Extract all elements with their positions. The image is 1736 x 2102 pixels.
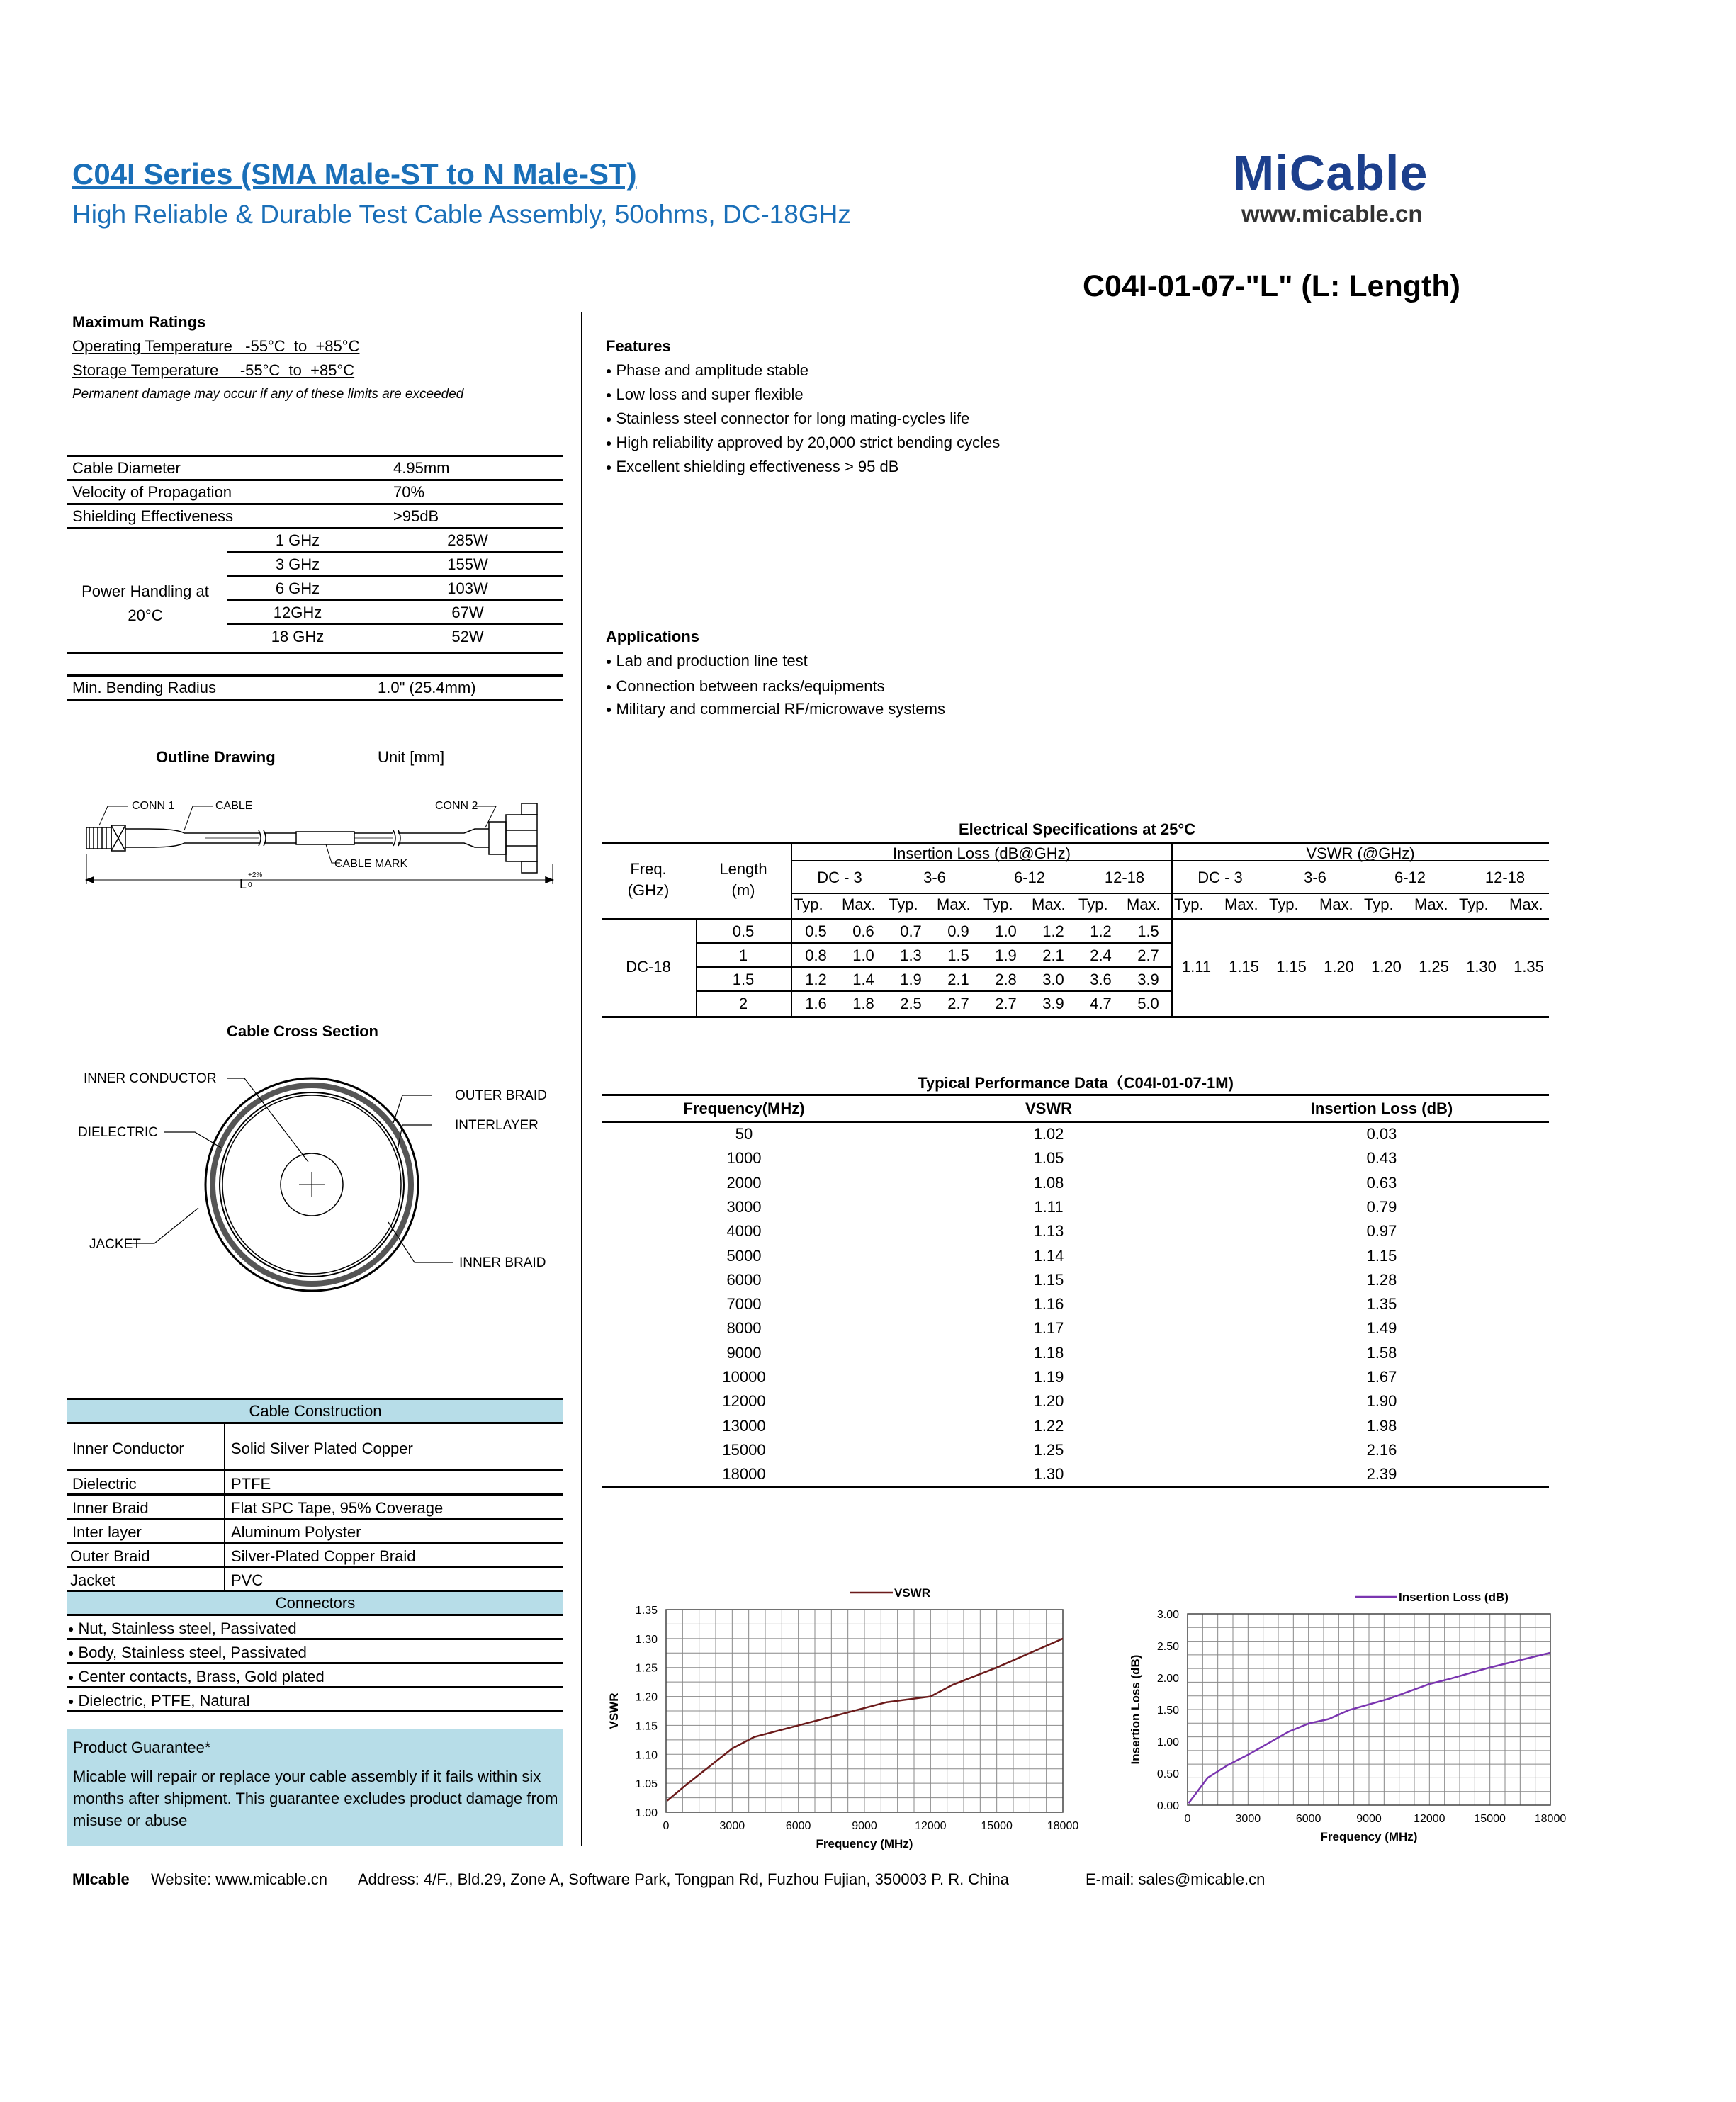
footer-website: Website: www.micable.cn: [151, 1870, 328, 1888]
cross-section-title: Cable Cross Section: [227, 1022, 378, 1040]
y-tick-label: 1.50: [1156, 1705, 1179, 1717]
x-tick-label: 18000: [1047, 1820, 1079, 1832]
y-tick-label: 1.10: [635, 1749, 658, 1762]
connector-item: ● Dielectric, PTFE, Natural: [68, 1692, 250, 1710]
elec-vswr-head: VSWR (@GHz): [1306, 844, 1415, 862]
perf-il: 1.49: [1366, 1319, 1397, 1338]
typ-label: Typ.: [983, 895, 1013, 913]
construction-row-label: Inner Conductor: [72, 1440, 184, 1457]
cable-label: CABLE: [215, 800, 253, 812]
power-val-1: 285W: [447, 531, 488, 549]
il-value: 0.7: [900, 922, 922, 940]
il-value: 1.9: [900, 971, 922, 988]
length-tol-lower: 0: [248, 881, 252, 889]
il-band: 6-12: [1013, 869, 1046, 886]
x-tick-label: 15000: [1474, 1813, 1506, 1825]
max-label: Max.: [1224, 895, 1258, 913]
vswr-value: 1.15: [1276, 958, 1307, 976]
il-value: 2.7: [947, 995, 969, 1012]
dielectric-label: DIELECTRIC: [78, 1125, 158, 1140]
construction-row-value: Aluminum Polyster: [231, 1523, 361, 1541]
il-value: 1.5: [1137, 922, 1159, 940]
max-label: Max.: [1319, 895, 1353, 913]
il-value: 0.6: [852, 922, 874, 940]
power-val-5: 52W: [451, 628, 484, 645]
il-value: 1.3: [900, 947, 922, 964]
il-value: 4.7: [1090, 995, 1112, 1012]
elec-il-head: Insertion Loss (dB@GHz): [893, 844, 1071, 862]
cable-diameter-value: 4.95mm: [393, 459, 450, 477]
perf-il: 0.43: [1366, 1149, 1397, 1168]
perf-vswr: 1.05: [1033, 1149, 1064, 1168]
x-tick-label: 12000: [915, 1820, 947, 1832]
vswr-band: 3-6: [1304, 869, 1326, 886]
y-axis-label: Insertion Loss (dB): [1129, 1654, 1142, 1765]
length-label: L: [239, 877, 247, 891]
il-value: 1.0: [995, 922, 1017, 940]
x-tick-label: 3000: [719, 1820, 745, 1832]
construction-row-value: Silver-Plated Copper Braid: [231, 1547, 416, 1565]
conn2-label: CONN 2: [435, 800, 478, 812]
il-value: 3.0: [1042, 971, 1064, 988]
il-value: 2.1: [1042, 947, 1064, 964]
il-band: 12-18: [1104, 869, 1145, 886]
vswr-band: DC - 3: [1197, 869, 1243, 886]
il-value: 2.8: [995, 971, 1017, 988]
shield-value: >95dB: [393, 507, 439, 525]
elec-freq-value: DC-18: [626, 958, 671, 976]
feature-item: ● Excellent shielding effectiveness > 95 dB: [606, 458, 898, 476]
elec-length-head: [697, 859, 789, 901]
page-title: C04I Series (SMA Male-ST to N Male-ST): [72, 157, 637, 191]
max-label: Max.: [937, 895, 971, 913]
perf-vswr: 1.30: [1033, 1465, 1064, 1484]
vswr-band: 12-18: [1484, 869, 1526, 886]
connector-item: ● Center contacts, Brass, Gold plated: [68, 1668, 325, 1686]
column-divider: [581, 312, 582, 1846]
length-tol-upper: +2%: [248, 871, 263, 879]
applications-title: Applications: [606, 628, 700, 645]
footer-email: E-mail: sales@micable.cn: [1086, 1870, 1266, 1888]
features-title: Features: [606, 337, 671, 355]
vswr-value: 1.20: [1324, 958, 1354, 976]
il-band: 3-6: [923, 869, 946, 886]
x-tick-label: 6000: [785, 1820, 811, 1832]
outline-unit: Unit [mm]: [378, 748, 445, 766]
vswr-value: 1.20: [1371, 958, 1402, 976]
vswr-chart: [609, 1566, 1091, 1849]
x-tick-label: 3000: [1235, 1813, 1261, 1825]
elec-length-value: 1.5: [732, 971, 755, 988]
vop-value: 70%: [393, 483, 425, 501]
perf-freq: 4000: [726, 1222, 762, 1241]
il-value: 1.8: [852, 995, 874, 1012]
connector-item: ● Body, Stainless steel, Passivated: [68, 1644, 307, 1662]
il-value: 2.7: [995, 995, 1017, 1012]
perf-freq: 9000: [726, 1343, 762, 1362]
max-label: Max.: [1032, 895, 1066, 913]
bend-label: Min. Bending Radius: [72, 679, 217, 696]
typ-label: Typ.: [1364, 895, 1394, 913]
vswr-value: 1.30: [1466, 958, 1497, 976]
typ-label: Typ.: [889, 895, 918, 913]
il-value: 1.9: [995, 947, 1017, 964]
il-value: 2.7: [1137, 947, 1159, 964]
connectors-title: Connectors: [275, 1594, 356, 1612]
y-tick-label: 1.00: [1156, 1736, 1179, 1748]
perf-il: 1.90: [1366, 1392, 1397, 1411]
construction-row-label: Dielectric: [72, 1475, 137, 1493]
connector-item: ● Nut, Stainless steel, Passivated: [68, 1620, 297, 1638]
perf-il: 0.97: [1366, 1222, 1397, 1241]
application-item: ● Military and commercial RF/microwave systems: [606, 700, 945, 718]
perf-vswr: 1.19: [1033, 1368, 1064, 1386]
elec-length-value: 0.5: [732, 922, 755, 940]
y-tick-label: 0.00: [1156, 1800, 1179, 1812]
perf-il: 0.79: [1366, 1197, 1397, 1216]
feature-item: ● Stainless steel connector for long mating-cycles life: [606, 409, 969, 428]
max-label: Max.: [1414, 895, 1448, 913]
bend-value: 1.0" (25.4mm): [378, 679, 476, 696]
typ-label: Typ.: [1174, 895, 1204, 913]
perf-freq: 1000: [726, 1149, 762, 1168]
il-value: 2.5: [900, 995, 922, 1012]
perf-title: Typical Performance Data（C04I-01-07-1M): [918, 1074, 1234, 1092]
x-tick-label: 9000: [1356, 1813, 1382, 1825]
perf-freq: 15000: [722, 1440, 766, 1459]
power-val-2: 155W: [447, 555, 488, 573]
typ-label: Typ.: [1269, 895, 1299, 913]
il-value: 1.4: [852, 971, 874, 988]
perf-freq: 13000: [722, 1416, 766, 1435]
x-tick-label: 0: [1184, 1813, 1191, 1825]
perf-il: 1.58: [1366, 1343, 1397, 1362]
perf-freq: 8000: [726, 1319, 762, 1338]
power-freq-4: 12GHz: [273, 604, 322, 621]
perf-freq: 5000: [726, 1246, 762, 1265]
storage-temp: Storage Temperature -55°C to +85°C: [72, 361, 355, 379]
guarantee-box: [67, 1729, 563, 1846]
cable-mark-label: CABLE MARK: [334, 858, 408, 870]
construction-row-value: Flat SPC Tape, 95% Coverage: [231, 1499, 444, 1517]
elec-length-value: 1: [738, 947, 748, 964]
elec-length-value: 2: [738, 995, 748, 1012]
feature-item: ● High reliability approved by 20,000 strict bending cycles: [606, 434, 1000, 452]
elec-freq-head: [602, 859, 694, 901]
jacket-label: JACKET: [89, 1237, 141, 1252]
power-val-3: 103W: [447, 580, 488, 597]
perf-vswr: 1.14: [1033, 1246, 1064, 1265]
vswr-value: 1.11: [1181, 958, 1212, 976]
perf-il: 2.39: [1366, 1465, 1397, 1484]
inner-braid-label: INNER BRAID: [459, 1255, 546, 1270]
perf-vswr: 1.18: [1033, 1343, 1064, 1362]
application-item: ● Connection between racks/equipments: [606, 677, 885, 696]
perf-freq: 7000: [726, 1295, 762, 1313]
y-tick-label: 1.25: [635, 1662, 658, 1675]
perf-il: 0.63: [1366, 1173, 1397, 1192]
power-freq-5: 18 GHz: [271, 628, 325, 645]
y-tick-label: 2.00: [1156, 1673, 1179, 1685]
cable-diameter-label: Cable Diameter: [72, 459, 181, 477]
guarantee-text: Micable will repair or replace your cable assembly if it fails within six months after shipment. This guarantee excludes product damage from misuse or abuse: [73, 1768, 558, 1829]
perf-il: 2.16: [1366, 1440, 1397, 1459]
perf-il: 0.03: [1366, 1125, 1397, 1143]
construction-row-label: Inner Braid: [72, 1499, 149, 1517]
legend-label: VSWR: [894, 1586, 930, 1600]
perf-vswr: 1.02: [1033, 1125, 1064, 1143]
logo-url: www.micable.cn: [1241, 200, 1423, 227]
elec-length-head-2: (m): [731, 881, 755, 899]
ratings-note: Permanent damage may occur if any of these limits are exceeded: [72, 387, 464, 402]
x-tick-label: 6000: [1295, 1813, 1321, 1825]
il-value: 2.4: [1090, 947, 1112, 964]
construction-row-value: Solid Silver Plated Copper: [231, 1440, 413, 1457]
perf-vswr: 1.17: [1033, 1319, 1064, 1338]
page-subtitle: High Reliable & Durable Test Cable Assembly, 50ohms, DC-18GHz: [72, 200, 851, 229]
perf-il: 1.67: [1366, 1368, 1397, 1386]
power-freq-1: 1 GHz: [275, 531, 320, 549]
perf-il: 1.35: [1366, 1295, 1397, 1313]
il-value: 3.9: [1042, 995, 1064, 1012]
il-value: 0.5: [805, 922, 827, 940]
x-axis-label: Frequency (MHz): [1320, 1830, 1418, 1843]
interlayer-label: INTERLAYER: [455, 1118, 539, 1133]
y-tick-label: 3.00: [1156, 1609, 1179, 1621]
footer-address: Address: 4/F., Bld.29, Zone A, Software Park, Tongpan Rd, Fuzhou Fujian, 350003 P. R. China: [358, 1870, 1009, 1888]
perf-freq: 12000: [722, 1392, 766, 1411]
construction-title: Cable Construction: [249, 1402, 382, 1420]
il-value: 2.1: [947, 971, 969, 988]
il-value: 0.9: [947, 922, 969, 940]
y-tick-label: 0.50: [1156, 1768, 1179, 1780]
elec-length-head-1: Length: [719, 860, 767, 878]
power-freq-2: 3 GHz: [275, 555, 320, 573]
elec-freq-head-1: Freq.: [630, 860, 667, 878]
il-value: 1.6: [805, 995, 827, 1012]
il-value: 1.2: [1090, 922, 1112, 940]
application-item: ● Lab and production line test: [606, 652, 808, 670]
logo: [1233, 145, 1467, 237]
outline-title: Outline Drawing: [156, 748, 276, 766]
perf-col-freq: Frequency(MHz): [683, 1100, 805, 1117]
vswr-value: 1.15: [1229, 958, 1259, 976]
perf-freq: 50: [735, 1125, 753, 1143]
perf-col-il: Insertion Loss (dB): [1310, 1100, 1453, 1117]
il-value: 1.2: [805, 971, 827, 988]
inner-conductor-label: INNER CONDUCTOR: [84, 1071, 217, 1086]
logo-text: MiCable: [1233, 145, 1428, 200]
perf-vswr: 1.13: [1033, 1222, 1064, 1241]
il-band: DC - 3: [817, 869, 862, 886]
typ-label: Typ.: [1078, 895, 1108, 913]
typ-label: Typ.: [794, 895, 823, 913]
y-tick-label: 1.35: [635, 1605, 658, 1617]
construction-row-label: Inter layer: [72, 1523, 142, 1541]
vswr-value: 1.25: [1419, 958, 1449, 976]
guarantee-title: Product Guarantee*: [73, 1739, 211, 1756]
perf-freq: 10000: [722, 1368, 766, 1386]
series-line: [667, 1639, 1063, 1801]
construction-row-label: Outer Braid: [70, 1547, 150, 1565]
y-axis-label: VSWR: [607, 1693, 621, 1729]
perf-freq: 3000: [726, 1197, 762, 1216]
perf-col-vswr: VSWR: [1025, 1100, 1072, 1117]
x-axis-label: Frequency (MHz): [816, 1837, 913, 1850]
conn1-label: CONN 1: [132, 800, 175, 812]
typ-label: Typ.: [1459, 895, 1489, 913]
perf-il: 1.15: [1366, 1246, 1397, 1265]
max-ratings-title: Maximum Ratings: [72, 313, 206, 331]
max-label: Max.: [842, 895, 876, 913]
il-value: 3.9: [1137, 971, 1159, 988]
y-tick-label: 1.15: [635, 1720, 658, 1733]
perf-vswr: 1.25: [1033, 1440, 1064, 1459]
il-value: 1.2: [1042, 922, 1064, 940]
perf-vswr: 1.22: [1033, 1416, 1064, 1435]
il-value: 1.0: [852, 947, 874, 964]
elec-title: Electrical Specifications at 25°C: [958, 820, 1196, 838]
il-value: 3.6: [1090, 971, 1112, 988]
vswr-band: 6-12: [1394, 869, 1426, 886]
feature-item: ● Phase and amplitude stable: [606, 361, 808, 380]
y-tick-label: 1.00: [635, 1807, 658, 1819]
perf-vswr: 1.15: [1033, 1270, 1064, 1289]
il-value: 5.0: [1137, 995, 1159, 1012]
x-tick-label: 0: [663, 1820, 670, 1832]
perf-freq: 18000: [722, 1465, 766, 1484]
x-tick-label: 9000: [852, 1820, 877, 1832]
insertion-loss-chart: [1112, 1566, 1566, 1849]
operating-temp: Operating Temperature -55°C to +85°C: [72, 337, 360, 355]
y-tick-label: 1.05: [635, 1778, 658, 1791]
construction-row-label: Jacket: [70, 1571, 115, 1589]
perf-vswr: 1.16: [1033, 1295, 1064, 1313]
il-value: 0.8: [805, 947, 827, 964]
max-label: Max.: [1127, 895, 1161, 913]
outer-braid-label: OUTER BRAID: [455, 1088, 547, 1103]
x-tick-label: 15000: [981, 1820, 1013, 1832]
power-freq-3: 6 GHz: [275, 580, 320, 597]
max-label: Max.: [1509, 895, 1543, 913]
vswr-value: 1.35: [1514, 958, 1544, 976]
legend-label: Insertion Loss (dB): [1399, 1590, 1509, 1604]
feature-item: ● Low loss and super flexible: [606, 385, 804, 404]
y-tick-label: 2.50: [1156, 1641, 1179, 1653]
perf-freq: 6000: [726, 1270, 762, 1289]
power-label-line-2: 20°C: [128, 606, 163, 624]
elec-freq-head-2: (GHz): [627, 881, 670, 899]
perf-freq: 2000: [726, 1173, 762, 1192]
power-val-4: 67W: [451, 604, 484, 621]
footer-brand: MIcable: [72, 1870, 130, 1888]
outline-drawing: [71, 793, 567, 893]
perf-vswr: 1.11: [1034, 1197, 1064, 1216]
perf-vswr: 1.20: [1033, 1392, 1064, 1411]
y-tick-label: 1.20: [635, 1691, 658, 1704]
perf-vswr: 1.08: [1033, 1173, 1064, 1192]
construction-row-value: PVC: [231, 1571, 264, 1589]
vop-label: Velocity of Propagation: [72, 483, 232, 501]
x-tick-label: 18000: [1534, 1813, 1567, 1825]
perf-il: 1.28: [1366, 1270, 1397, 1289]
perf-il: 1.98: [1366, 1416, 1397, 1435]
il-value: 1.5: [947, 947, 969, 964]
series-line: [1188, 1653, 1550, 1803]
shield-label: Shielding Effectiveness: [72, 507, 234, 525]
y-tick-label: 1.30: [635, 1633, 658, 1646]
power-label-line-1: Power Handling at: [81, 582, 209, 600]
cross-section-drawing: [71, 1063, 567, 1296]
construction-row-value: PTFE: [231, 1475, 271, 1493]
x-tick-label: 12000: [1414, 1813, 1445, 1825]
part-number: C04I-01-07-"L" (L: Length): [1083, 269, 1460, 303]
power-label: [71, 580, 220, 628]
